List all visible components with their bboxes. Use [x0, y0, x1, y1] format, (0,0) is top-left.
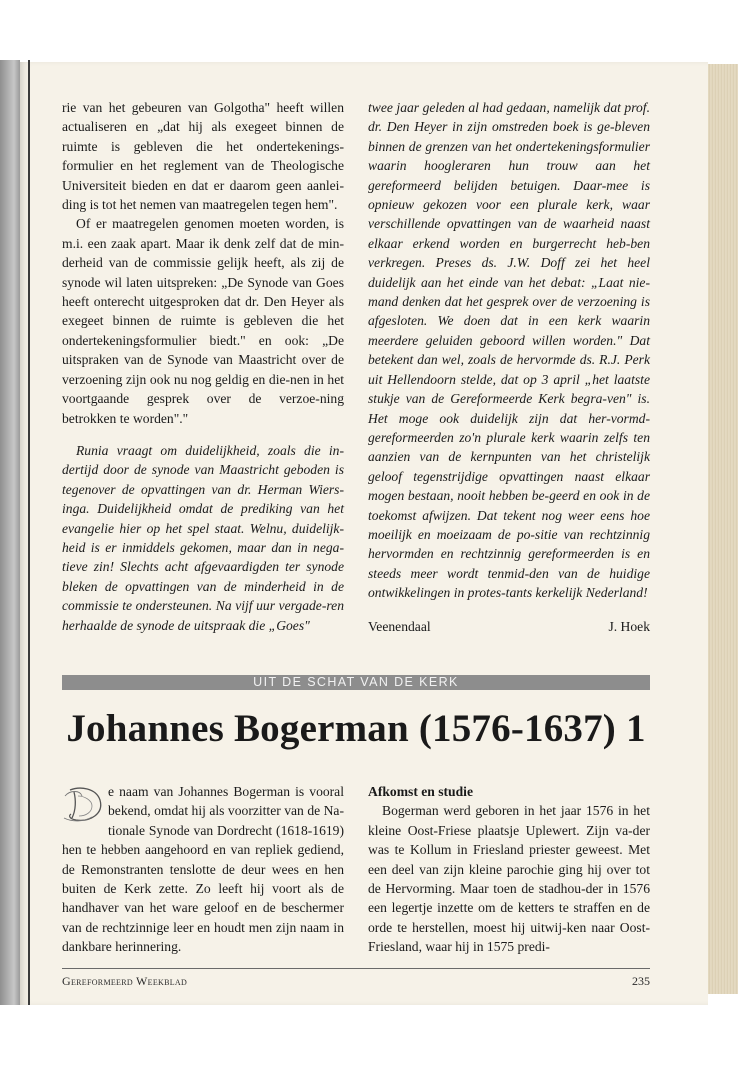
- paragraph-italic: twee jaar geleden al had gedaan, namelijk dat prof. dr. Den Heyer in zijn omstreden boek is ge-bleven binnen de grenzen van het ondertekeningsformulier waarin hoogleraren hun trouw aan het gereformeerd belijden betuigen. Daar-mee is opnieuw gekozen voor een plurale kerk, waar verschillende opvattingen van de waarheid naast elkaar erkend worden en burgerrecht heb-ben verkregen. Preses ds. J.W. Doff zei het heel duidelijk aan het einde van het debat: „Laat nie-mand denken dat het gesprek over de verzoening is afgesloten. We doen dat in een kerk waarin meerdere geluiden geboord willen worden." Dat betekent dan wel, zoals de hervormde ds. R.J. Perk uit Hellendoorn stelde, dat op 3 april „het laatste stukje van de Gereformeerde Kerk begra-ven" is. Het moge ook duidelijk zijn dat her-vormd-gereformeerden zo'n plurale kerk waarin zelfs ten aanzien van de kernpunten van het christelijk geloof tegenstrijdige opvattingen naast elkaar mogen bestaan, nooit hebben be-geerd en ook in de toekomst afwijzen. Dat tekent nog weer eens hoe moeilijk en moeizaam de po-sitie van rechtzinnig hervormden en rechtzinnig gereformeerden is en steeds meer wordt tenmid-den van de huidige ontwikkelingen in protes-tants kerkelijk Nederland!: [368, 100, 650, 601]
- article-bottom-left-column: [62, 782, 344, 957]
- signature-author: J. Hoek: [608, 618, 650, 634]
- gutter-line: [28, 60, 30, 1005]
- paragraph: Bogerman werd geboren in het jaar 1576 in het kleine Oost-Friese plaatsje Uplewert. Zijn va-der was te Kollum in Friesland priester geweest. Met een deel van zijn kleine parochie ging hij over tot de Hervorming. Maar toen de stadhou-der in 1576 een legertje inzette om de ketters te straffen en de orde te herstellen, moest hij uitwij-ken naar Oost-Friesland, waar hij in 1575 predi-: [368, 803, 650, 955]
- intro-paragraph: e naam van Johannes Bogerman is vooral bekend, omdat hij als voorzitter van de Na-tionale Synode van Dordrecht (1618-1619) hen te hebben aangehoord en van repliek gediend, de Remonstranten tenslotte de deur wees en hen buiten de Kerk zette. Zo leeft hij voort als de handhaver van het ware geloof en de beschermer van de rechtzinnige leer en houdt men zijn naam in dankbare herinnering.: [62, 784, 344, 955]
- section-banner: UIT DE SCHAT VAN DE KERK: [62, 675, 650, 690]
- paragraph-italic: Runia vraagt om duidelijkheid, zoals die in-dertijd door de synode van Maastricht geboden is tegenover de opvattingen van dr. Herman Wiers-inga. Duidelijkheid omdat de prediking van het evangelie hier op het spel staat. Welnu, duidelijk-heid is er inmiddels gekomen, maar dan in nega-tieve zin! Slechts acht afgevaardigden ter synode bleken de opvattingen van de minderheid in de commissie te ondersteunen. Na vijf uur vergade-ren herhaalde de synode de uitspraak die „Goes": [62, 442, 344, 633]
- article-top-right-column: [368, 98, 650, 636]
- decorative-dropcap-d: [62, 784, 104, 824]
- article-headline: Johannes Bogerman (1576-1637) 1: [66, 707, 646, 750]
- article-top-left-column: [62, 98, 344, 635]
- publication-name: Gereformeerd Weekblad: [62, 974, 188, 988]
- subheading: Afkomst en studie: [368, 784, 473, 799]
- page-edges: [707, 64, 738, 994]
- book-spine-shadow: [0, 60, 20, 1005]
- page-footer: [62, 974, 650, 989]
- page-number: 235: [632, 974, 650, 988]
- signature-line: [368, 617, 650, 636]
- paragraph: rie van het gebeuren van Golgotha" heeft willen actualiseren en „dat hij als exegeet binnen de ruimte is gebleven die het ondertekenings-formulier en het reglement van de Theologische Universiteit bieden en dat er daarom geen aanlei-ding is tot het nemen van maatregelen tegen hem".: [62, 100, 344, 213]
- footer-rule: [62, 968, 650, 969]
- article-bottom-right-column: [368, 782, 650, 957]
- paragraph: Of er maatregelen genomen moeten worden, is m.i. een zaak apart. Maar ik denk zelf dat de min-derheid van de commissie gelijk heeft, als zij de synode wil laten uitspreken: „De Synode van Goes heeft onterecht uitgesproken dat dr. Den Heyer als exegeet binnen de ruimte is gebleven die het ondertekeningsformulier biedt." en ook: „De uitspraken van de Synode van Maastricht over de verzoening zijn ook nu nog geldig en die-nen in het voortgaande gesprek over de verzoe-ning betrokken te worden".": [62, 216, 344, 426]
- signature-place: Veenendaal: [368, 618, 431, 634]
